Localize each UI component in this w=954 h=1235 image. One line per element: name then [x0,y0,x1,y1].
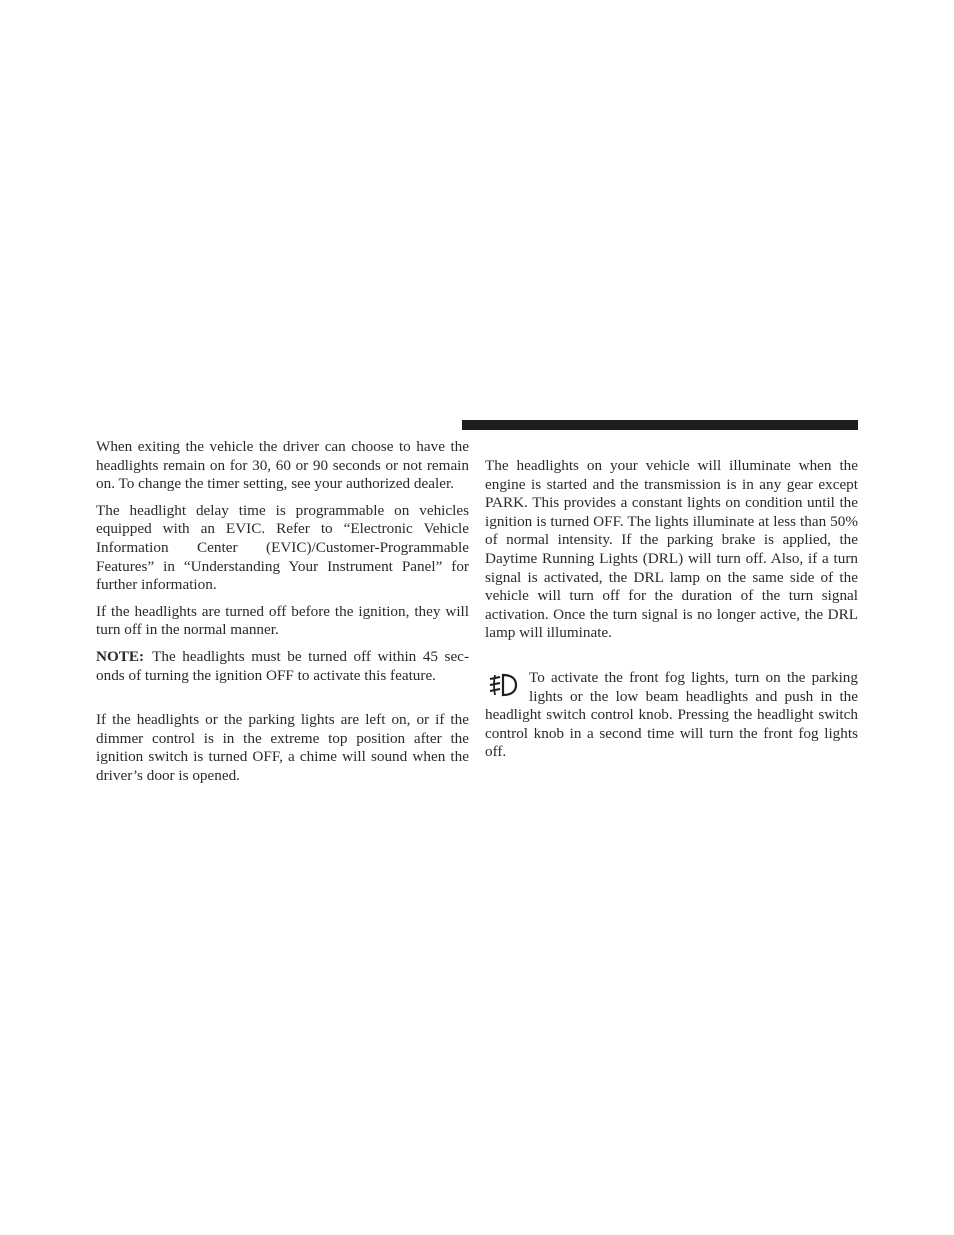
right-column [485,457,858,762]
fog-lights-paragraph [485,669,858,762]
note-label: NOTE: [96,647,145,665]
note-text: The headlights must be turned off within 45 seconds of turning the ignition OFF to activate this feature. [96,647,469,684]
headlight-delay-paragraph: When exiting the vehicle the driver can choose to have the headlights remain on for 30, 60 or 90 seconds or not remain on. To change the timer setting, see your authorized dealer. [96,438,469,493]
delay-programmable-paragraph: The headlight delay time is programmable on vehicles equipped with an EVIC. Refer to “Electronic Vehicle Information Center (EVIC)/Customer-Programmable Features” in “Understanding Your Instrument Panel” for further information. [96,501,469,594]
fog-lights-text: To activate the front fog lights, turn on the parking lights or the low beam headlights and push in the headlight switch control knob. Pressing the headlight switch control knob in a second time will turn the front fog lights off. [485,668,858,761]
lights-on-reminder-paragraph: If the headlights or the parking lights are left on, or if the dimmer control is in the extreme top position after the ignition switch is turned OFF, a chime will sound when the driver’s door is opened. [96,711,469,784]
headlights-off-paragraph: If the headlights are turned off before the ignition, they will turn off in the normal manner. [96,602,469,639]
section-header-bar [462,420,858,430]
daytime-running-lights-paragraph: The headlights on your vehicle will illuminate when the engine is started and the transmission is in any gear except PARK. This provides a constant lights on condition until the ignition is turned OFF. The lights illuminate at less than 50% of normal intensity. If the parking brake is applied, the Daytime Running Lights (DRL) will turn off. Also, if a turn signal is activated, the DRL lamp on the same side of the vehicle will turn off for the duration of the turn signal activation. Once the turn signal is no longer active, the DRL lamp will illuminate. [485,457,858,642]
note-paragraph [96,648,469,685]
front-fog-light-icon [485,669,521,701]
left-column [96,438,469,786]
